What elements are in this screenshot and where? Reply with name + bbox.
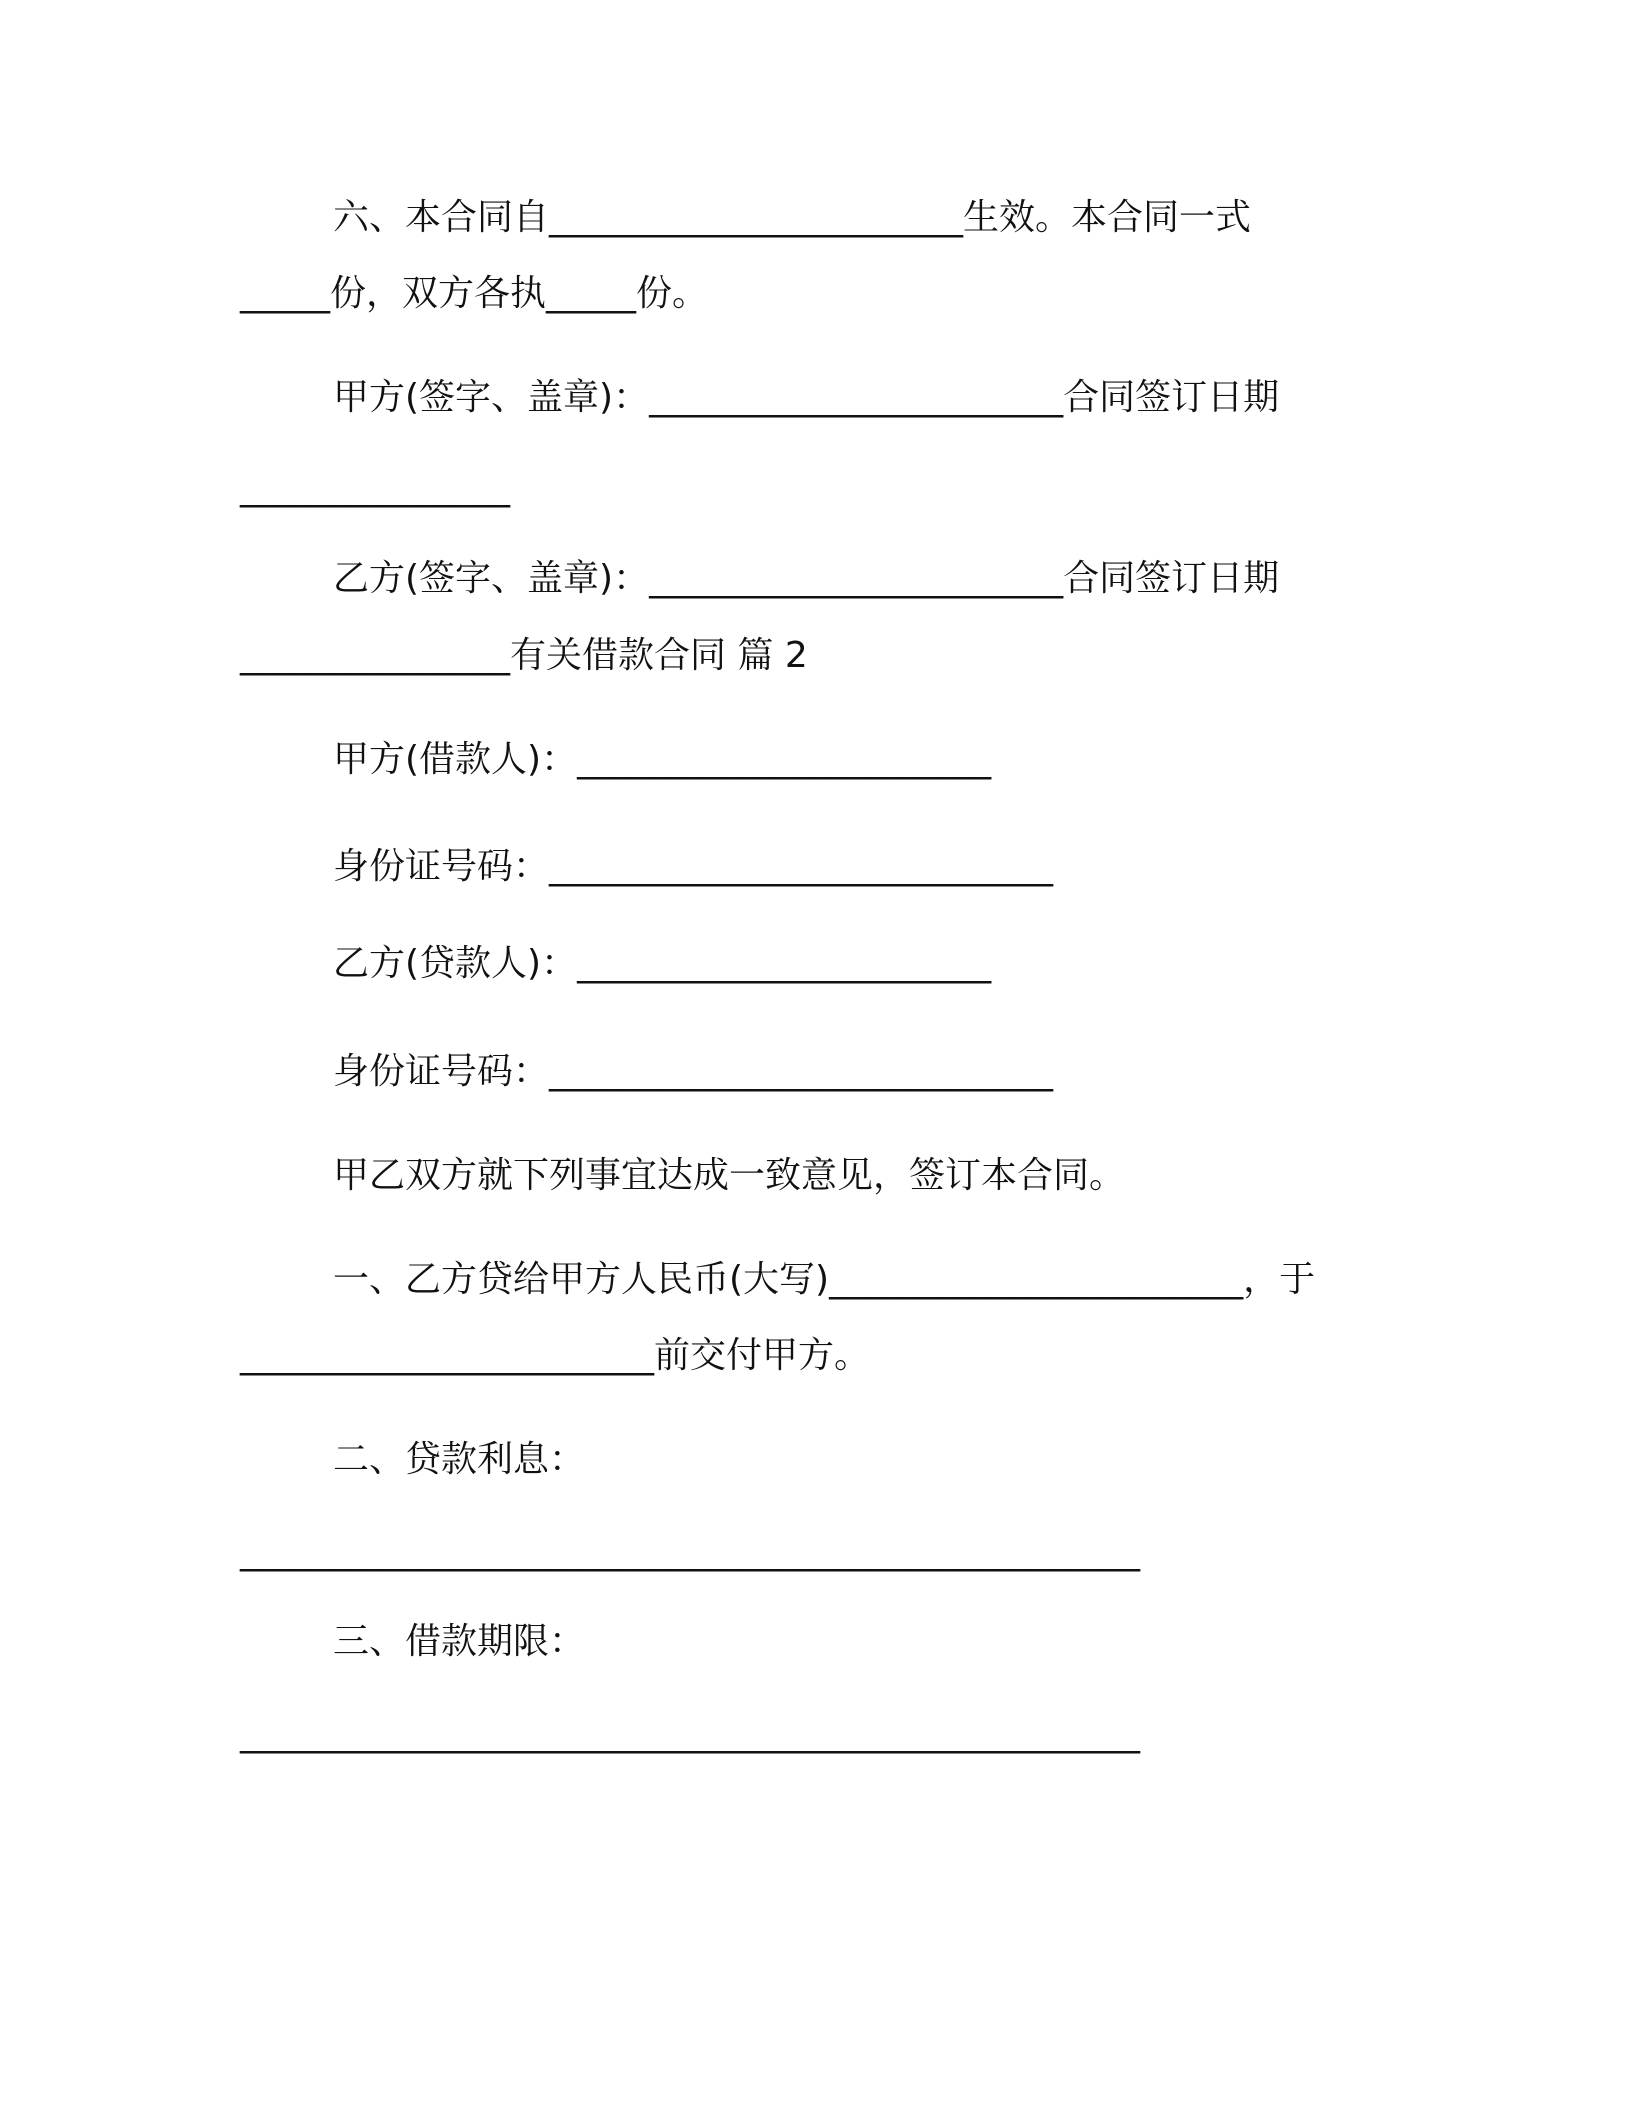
agreement-statement: 甲乙双方就下列事宜达成一致意见，签订本合同。 — [333, 1155, 1126, 1196]
borrower-id-line: 身份证号码：____________________________ — [333, 846, 1054, 887]
borrower-line: 甲方(借款人)：_______________________ — [333, 739, 992, 780]
clause-three-heading: 三、借款期限： — [333, 1621, 586, 1662]
clause-two-blank: __________________________________________________ — [240, 1531, 1140, 1572]
clause-six-effective-line: 六、本合同自_______________________生效。本合同一式 — [333, 197, 1252, 238]
clause-two-heading: 二、贷款利息： — [333, 1439, 586, 1480]
party-b-date-and-section-heading: _______________有关借款合同 篇 2 — [240, 635, 808, 676]
clause-six-copies-line: _____份，双方各执_____份。 — [240, 273, 709, 314]
clause-one-delivery-line: _______________________前交付甲方。 — [240, 1335, 871, 1376]
lender-id-line: 身份证号码：____________________________ — [333, 1051, 1054, 1092]
clause-one-amount-line: 一、乙方贷给甲方人民币(大写)_______________________，于 — [333, 1259, 1316, 1300]
lender-line: 乙方(贷款人)：_______________________ — [333, 943, 992, 984]
party-a-date-blank: _______________ — [240, 467, 510, 508]
party-b-signature-line: 乙方(签字、盖章)：_______________________合同签订日期 — [333, 558, 1280, 599]
clause-three-blank: __________________________________________________ — [240, 1713, 1140, 1754]
party-a-signature-line: 甲方(签字、盖章)：_______________________合同签订日期 — [333, 377, 1280, 418]
